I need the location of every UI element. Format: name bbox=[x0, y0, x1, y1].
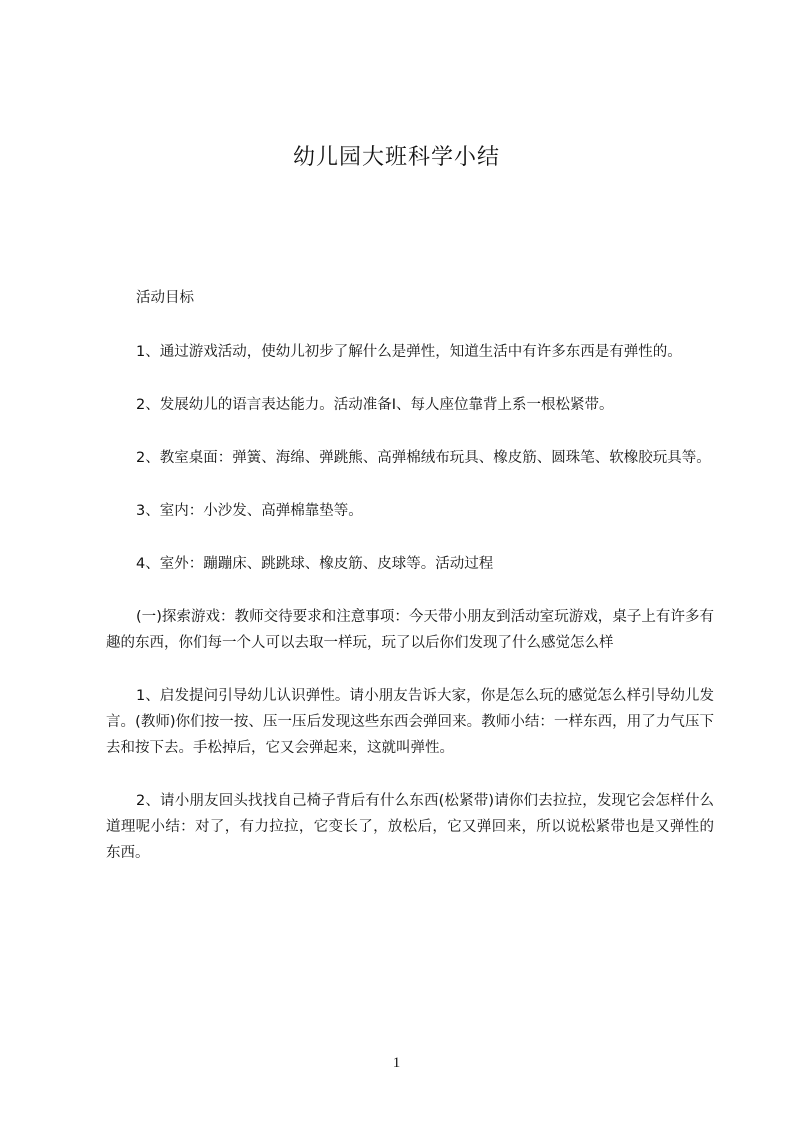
section-heading-activity-goals: 活动目标 bbox=[136, 290, 194, 306]
paragraph-goal-2: 2、发展幼儿的语言表达能力。活动准备Ⅰ、每人座位靠背上系一根松紧带。 bbox=[136, 397, 614, 413]
document-body bbox=[106, 285, 714, 893]
paragraph-explore-game: (一)探索游戏：教师交待要求和注意事项：今天带小朋友到活动室玩游戏，桌子上有许多有趣的东西，你们每一个人可以去取一样玩，玩了以后你们发现了什么感觉怎么样 bbox=[106, 609, 714, 651]
paragraph-elasticity-prompt: 1、启发提问引导幼儿认识弹性。请小朋友告诉大家，你是怎么玩的感觉怎么样引导幼儿发言。(教师)你们按一按、压一压后发现这些东西会弹回来。教师小结：一样东西，用了力气压下去和按下去。手松掉后，它又会弹起来，这就叫弹性。 bbox=[106, 688, 714, 756]
page-number: 1 bbox=[392, 1055, 401, 1071]
page-title: 幼儿园大班科学小结 bbox=[292, 145, 500, 170]
paragraph-goal-1: 1、通过游戏活动，使幼儿初步了解什么是弹性，知道生活中有许多东西是有弹性的。 bbox=[136, 344, 682, 360]
paragraph-elastic-band: 2、请小朋友回头找找自己椅子背后有什么东西(松紧带)请你们去拉拉，发现它会怎样什么道理呢小结：对了，有力拉拉，它变长了，放松后，它又弹回来，所以说松紧带也是又弹性的东西。 bbox=[106, 793, 714, 861]
paragraph-prep-desk: 2、教室桌面：弹簧、海绵、弹跳熊、高弹棉绒布玩具、橡皮筋、圆珠笔、软橡胶玩具等。 bbox=[136, 450, 711, 466]
paragraph-prep-indoor: 3、室内：小沙发、高弹棉靠垫等。 bbox=[136, 503, 363, 519]
paragraph-prep-outdoor: 4、室外：蹦蹦床、跳跳球、橡皮筋、皮球等。活动过程 bbox=[136, 556, 494, 572]
